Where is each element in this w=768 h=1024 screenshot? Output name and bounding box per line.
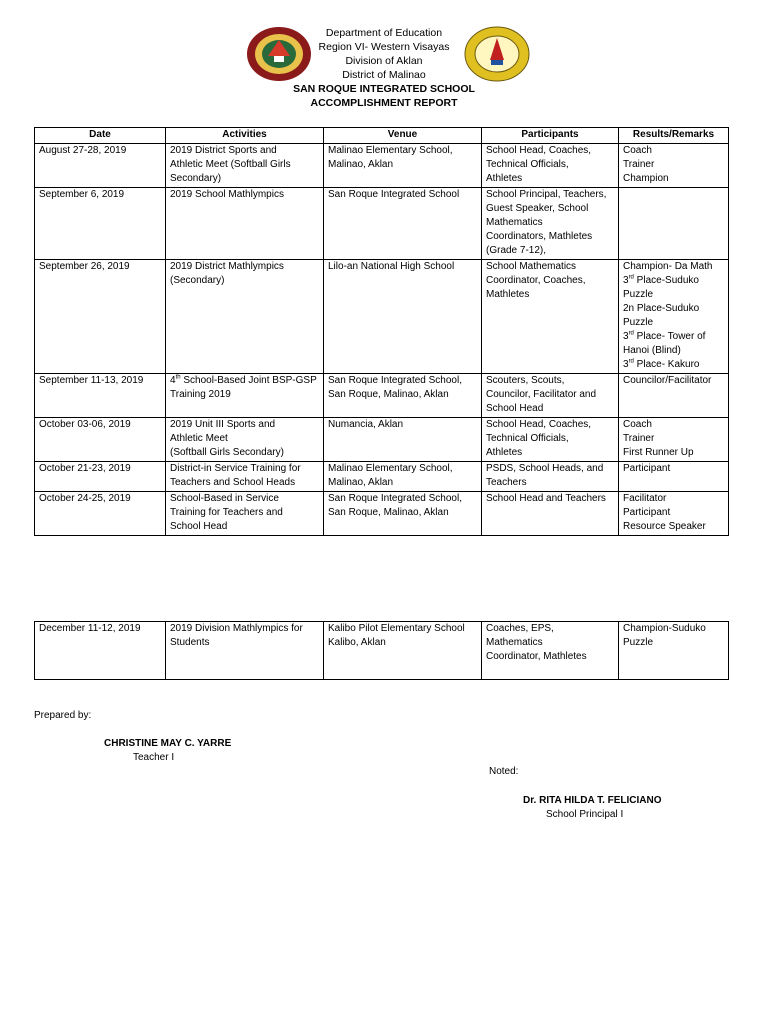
- table-row: [35, 188, 729, 260]
- cell-line: PSDS, School Heads, and: [486, 463, 604, 474]
- cell-line: Secondary): [170, 173, 222, 184]
- cell-line: Mathematics: [486, 217, 543, 228]
- date-cell: September 11-13, 2019: [35, 374, 166, 418]
- results-cell: [619, 374, 729, 418]
- cell-line: District-in Service Training for: [170, 463, 301, 474]
- venue-cell: [324, 144, 482, 188]
- cell-line: Puzzle: [623, 637, 654, 648]
- cell-line: School Head, Coaches,: [486, 145, 592, 156]
- activity-cell: [166, 144, 324, 188]
- results-cell: [619, 188, 729, 260]
- results-cell: [619, 462, 729, 492]
- column-header-venue: Venue: [324, 128, 482, 144]
- table-row: [35, 418, 729, 462]
- cell-line: Scouters, Scouts,: [486, 375, 565, 386]
- cell-line: Coordinators, Mathletes: [486, 231, 593, 242]
- cell-line: Guest Speaker, School: [486, 203, 589, 214]
- activity-cell: [166, 374, 324, 418]
- cell-line: Facilitator: [623, 493, 667, 504]
- date-cell: September 26, 2019: [35, 260, 166, 374]
- cell-line: School Mathematics: [486, 261, 577, 272]
- date-cell: September 6, 2019: [35, 188, 166, 260]
- cell-line: Trainer: [623, 433, 655, 444]
- cell-line: School Head, Coaches,: [486, 419, 592, 430]
- activity-cell: [166, 462, 324, 492]
- cell-line: (Secondary): [170, 275, 225, 286]
- results-cell: [619, 622, 729, 680]
- cell-line: Training for Teachers and: [170, 507, 283, 518]
- results-cell: [619, 418, 729, 462]
- cell-line: School Head: [170, 521, 228, 532]
- column-header-results: Results/Remarks: [619, 128, 729, 144]
- participants-cell: [482, 374, 619, 418]
- cell-line: 2019 Unit III Sports and: [170, 419, 276, 430]
- activity-cell: [166, 622, 324, 680]
- table-row: [35, 260, 729, 374]
- cell-line: Coordinator, Coaches,: [486, 275, 586, 286]
- venue-cell: [324, 374, 482, 418]
- venue-cell: [324, 418, 482, 462]
- cell-line: (Softball Girls Secondary): [170, 447, 284, 458]
- cell-line: Councilor/Facilitator: [623, 375, 712, 386]
- activity-cell: [166, 260, 324, 374]
- document-header: [0, 26, 768, 110]
- cell-line: San Roque Integrated School,: [328, 493, 462, 504]
- cell-line: San Roque, Malinao, Aklan: [328, 389, 449, 400]
- cell-line: 3rd Place-Suduko: [623, 274, 699, 286]
- participants-cell: [482, 418, 619, 462]
- principal-title: School Principal I: [546, 809, 624, 820]
- venue-cell: [324, 188, 482, 260]
- cell-line: Students: [170, 637, 210, 648]
- cell-line: Participant: [623, 463, 671, 474]
- participants-cell: [482, 260, 619, 374]
- cell-line: School-Based in Service: [170, 493, 279, 504]
- column-header-participants: Participants: [482, 128, 619, 144]
- report-title: ACCOMPLISHMENT REPORT: [310, 97, 458, 109]
- cell-line: School Principal, Teachers,: [486, 189, 607, 200]
- cell-line: Champion- Da Math: [623, 261, 713, 272]
- table-row: [35, 462, 729, 492]
- table-row: [35, 492, 729, 536]
- results-cell: [619, 144, 729, 188]
- activity-cell: [166, 418, 324, 462]
- cell-line: Champion-Suduko: [623, 623, 706, 634]
- cell-line: Athletes: [486, 173, 523, 184]
- school-name: SAN ROQUE INTEGRATED SCHOOL: [293, 83, 475, 95]
- cell-line: Teachers: [486, 477, 527, 488]
- cell-line: Coaches, EPS,: [486, 623, 554, 634]
- cell-line: School Head and Teachers: [486, 493, 606, 504]
- noted-label: Noted:: [489, 766, 519, 777]
- cell-line: Mathletes: [486, 289, 530, 300]
- cell-line: Athletic Meet: [170, 433, 228, 444]
- cell-line: Kalibo Pilot Elementary School: [328, 623, 465, 634]
- cell-line: Coach: [623, 419, 652, 430]
- cell-line: Malinao Elementary School,: [328, 145, 453, 156]
- cell-line: 2019 District Sports and: [170, 145, 277, 156]
- date-cell: October 21-23, 2019: [35, 462, 166, 492]
- preparer-title: Teacher I: [133, 752, 175, 763]
- cell-line: Mathematics: [486, 637, 543, 648]
- column-header-date: Date: [35, 128, 166, 144]
- header-line: Department of Education: [325, 27, 443, 39]
- cell-line: Numancia, Aklan: [328, 419, 404, 430]
- header-line: District of Malinao: [342, 69, 426, 81]
- participants-cell: [482, 462, 619, 492]
- cell-line: Puzzle: [623, 317, 654, 328]
- accomplishment-table: [34, 127, 729, 536]
- results-cell: [619, 260, 729, 374]
- date-cell: October 24-25, 2019: [35, 492, 166, 536]
- cell-line: Lilo-an National High School: [328, 261, 455, 272]
- cell-line: First Runner Up: [623, 447, 694, 458]
- table-header-row: [35, 128, 729, 144]
- activity-cell: [166, 188, 324, 260]
- cell-line: 2n Place-Suduko: [623, 303, 700, 314]
- cell-line: School Head: [486, 403, 544, 414]
- header-line: Region VI- Western Visayas: [318, 41, 450, 53]
- date-cell: October 03-06, 2019: [35, 418, 166, 462]
- cell-line: Technical Officials,: [486, 159, 569, 170]
- cell-line: San Roque Integrated School,: [328, 375, 462, 386]
- cell-line: 2019 Division Mathlympics for: [170, 623, 303, 634]
- cell-line: 3rd Place- Kakuro: [623, 358, 700, 370]
- venue-cell: [324, 462, 482, 492]
- cell-line: Hanoi (Blind): [623, 345, 681, 356]
- venue-cell: [324, 492, 482, 536]
- principal-name: Dr. RITA HILDA T. FELICIANO: [523, 795, 662, 806]
- participants-cell: [482, 492, 619, 536]
- cell-line: Coach: [623, 145, 652, 156]
- cell-line: Malinao Elementary School,: [328, 463, 453, 474]
- cell-line: Malinao, Aklan: [328, 477, 394, 488]
- cell-line: Trainer: [623, 159, 655, 170]
- participants-cell: [482, 622, 619, 680]
- cell-line: Athletic Meet (Softball Girls: [170, 159, 291, 170]
- participants-cell: [482, 144, 619, 188]
- cell-line: (Grade 7-12),: [486, 245, 547, 256]
- cell-line: Training 2019: [170, 389, 231, 400]
- prepared-by-label: Prepared by:: [34, 710, 92, 721]
- cell-line: Kalibo, Aklan: [328, 637, 386, 648]
- cell-line: Champion: [623, 173, 669, 184]
- cell-line: Puzzle: [623, 289, 654, 300]
- table-row: [35, 144, 729, 188]
- date-cell: August 27-28, 2019: [35, 144, 166, 188]
- cell-line: 2019 District Mathlympics: [170, 261, 284, 272]
- table-row: [35, 622, 729, 680]
- date-cell: December 11-12, 2019: [35, 622, 166, 680]
- venue-cell: [324, 260, 482, 374]
- cell-line: 3rd Place- Tower of: [623, 330, 706, 342]
- cell-line: Teachers and School Heads: [170, 477, 296, 488]
- preparer-name: CHRISTINE MAY C. YARRE: [104, 738, 232, 749]
- cell-line: San Roque Integrated School: [328, 189, 460, 200]
- cell-line: Resource Speaker: [623, 521, 706, 532]
- cell-line: San Roque, Malinao, Aklan: [328, 507, 449, 518]
- cell-line: Participant: [623, 507, 671, 518]
- cell-line: 2019 School Mathlympics: [170, 189, 284, 200]
- cell-line: Councilor, Facilitator and: [486, 389, 597, 400]
- column-header-activities: Activities: [166, 128, 324, 144]
- table-row: [35, 374, 729, 418]
- cell-line: Technical Officials,: [486, 433, 569, 444]
- participants-cell: [482, 188, 619, 260]
- venue-cell: [324, 622, 482, 680]
- cell-line: 4th School-Based Joint BSP-GSP: [170, 374, 317, 386]
- cell-line: Athletes: [486, 447, 523, 458]
- cell-line: Coordinator, Mathletes: [486, 651, 587, 662]
- accomplishment-table-continued: [34, 621, 729, 680]
- results-cell: [619, 492, 729, 536]
- header-line: Division of Aklan: [345, 55, 423, 67]
- activity-cell: [166, 492, 324, 536]
- cell-line: Malinao, Aklan: [328, 159, 394, 170]
